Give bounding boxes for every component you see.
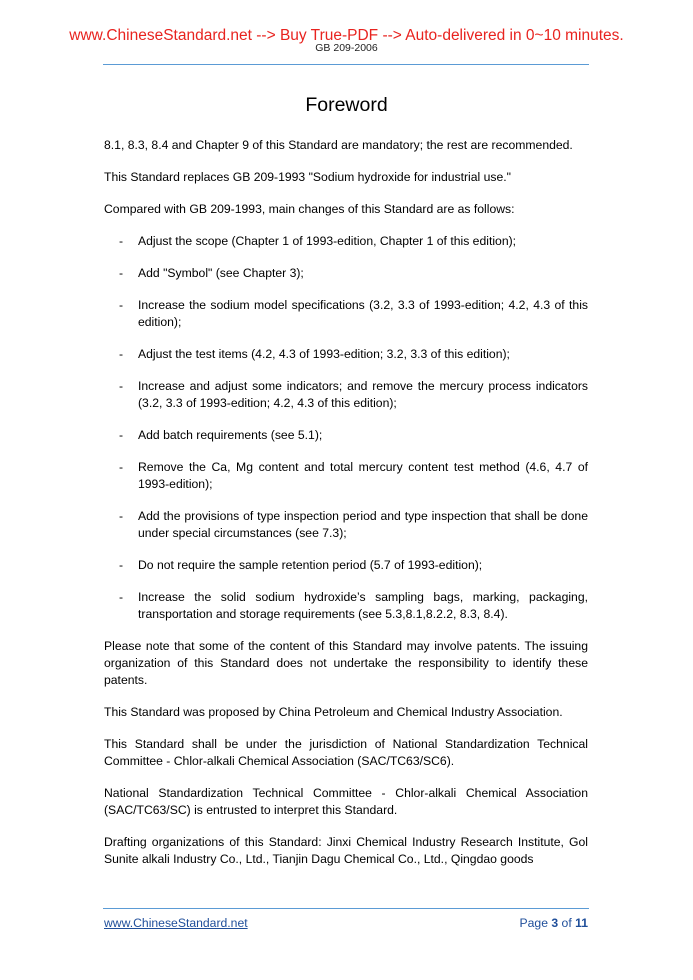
page-of: of — [561, 916, 572, 930]
list-item-text: Increase and adjust some indicators; and remove the mercury process indicators (3.2, 3.3 of 1993-edition; 4.2, 4.3 of this edition); — [138, 379, 588, 410]
paragraph-changes-intro: Compared with GB 209-1993, main changes of this Standard are as follows: — [104, 202, 515, 216]
list-dash: - — [119, 590, 124, 604]
standard-code: GB 209-2006 — [315, 42, 378, 54]
list-dash: - — [119, 428, 124, 442]
list-item — [104, 378, 588, 412]
list-item-text: Increase the solid sodium hydroxide’s sampling bags, marking, packaging, transportation and storage requirements (see 5.3,8.1,8.2.2, 8.3, 8.4). — [138, 590, 588, 621]
page-current: 3 — [551, 916, 559, 930]
list-dash: - — [119, 234, 124, 248]
paragraph-proposed-by: This Standard was proposed by China Petroleum and Chemical Industry Association. — [104, 705, 563, 719]
paragraph-interpretation: National Standardization Technical Committee - Chlor-alkali Chemical Association (SAC/TC63/SC) is entrusted to interpret this Standard. — [104, 786, 588, 817]
list-dash: - — [119, 460, 124, 474]
page-label: Page — [519, 916, 548, 930]
paragraph-patents: Please note that some of the content of this Standard may involve patents. The issuing organization of this Standard does not undertake the responsibility to identify these patents. — [104, 639, 588, 687]
paragraph-mandatory: 8.1, 8.3, 8.4 and Chapter 9 of this Standard are mandatory; the rest are recommended. — [104, 138, 573, 152]
list-item-text: Add "Symbol" (see Chapter 3); — [138, 266, 304, 280]
header-divider — [103, 64, 589, 65]
list-item-text: Remove the Ca, Mg content and total mercury content test method (4.6, 4.7 of 1993-edition); — [138, 460, 588, 491]
list-item-text: Adjust the test items (4.2, 4.3 of 1993-edition; 3.2, 3.3 of this edition); — [138, 347, 510, 361]
list-item-text: Increase the sodium model specifications (3.2, 3.3 of 1993-edition; 4.2, 4.3 of this edition); — [138, 298, 588, 329]
list-item-text: Add the provisions of type inspection period and type inspection that shall be done under special circumstances (see 7.3); — [138, 509, 588, 540]
page-number — [520, 916, 588, 930]
foreword-body — [104, 137, 588, 883]
list-item — [104, 346, 588, 363]
list-dash: - — [119, 266, 124, 280]
list-item-text: Do not require the sample retention period (5.7 of 1993-edition); — [138, 558, 483, 572]
list-dash: - — [119, 298, 124, 312]
list-item — [104, 297, 588, 331]
list-dash: - — [119, 379, 124, 393]
paragraph-replaces: This Standard replaces GB 209-1993 "Sodium hydroxide for industrial use." — [104, 170, 511, 184]
list-item-text: Adjust the scope (Chapter 1 of 1993-edition, Chapter 1 of this edition); — [138, 234, 517, 248]
list-item — [104, 589, 588, 623]
list-dash: - — [119, 347, 124, 361]
list-item-text: Add batch requirements (see 5.1); — [138, 428, 323, 442]
list-dash: - — [119, 558, 124, 572]
paragraph-jurisdiction: This Standard shall be under the jurisdiction of National Standardization Technical Committee - Chlor-alkali Chemical Association (SAC/TC63/SC6). — [104, 737, 588, 768]
promo-banner[interactable]: www.ChineseStandard.net --> Buy True-PDF --> Auto-delivered in 0~10 minutes. — [69, 27, 624, 44]
footer-divider — [103, 908, 589, 909]
footer-website-link[interactable]: www.ChineseStandard.net — [104, 916, 248, 930]
list-item — [104, 265, 588, 282]
list-item — [104, 233, 588, 250]
changes-list — [104, 233, 588, 623]
list-item — [104, 557, 588, 574]
page-title: Foreword — [305, 94, 388, 116]
paragraph-drafting-organizations: Drafting organizations of this Standard: Jinxi Chemical Industry Research Institute, Gol Sunite alkali Industry Co., Ltd., Tianjin Dagu Chemical Co., Ltd., Qingdao goods — [104, 835, 588, 866]
list-item — [104, 427, 588, 444]
list-dash: - — [119, 509, 124, 523]
list-item — [104, 508, 588, 542]
list-item — [104, 459, 588, 493]
page-total: 11 — [575, 916, 588, 930]
